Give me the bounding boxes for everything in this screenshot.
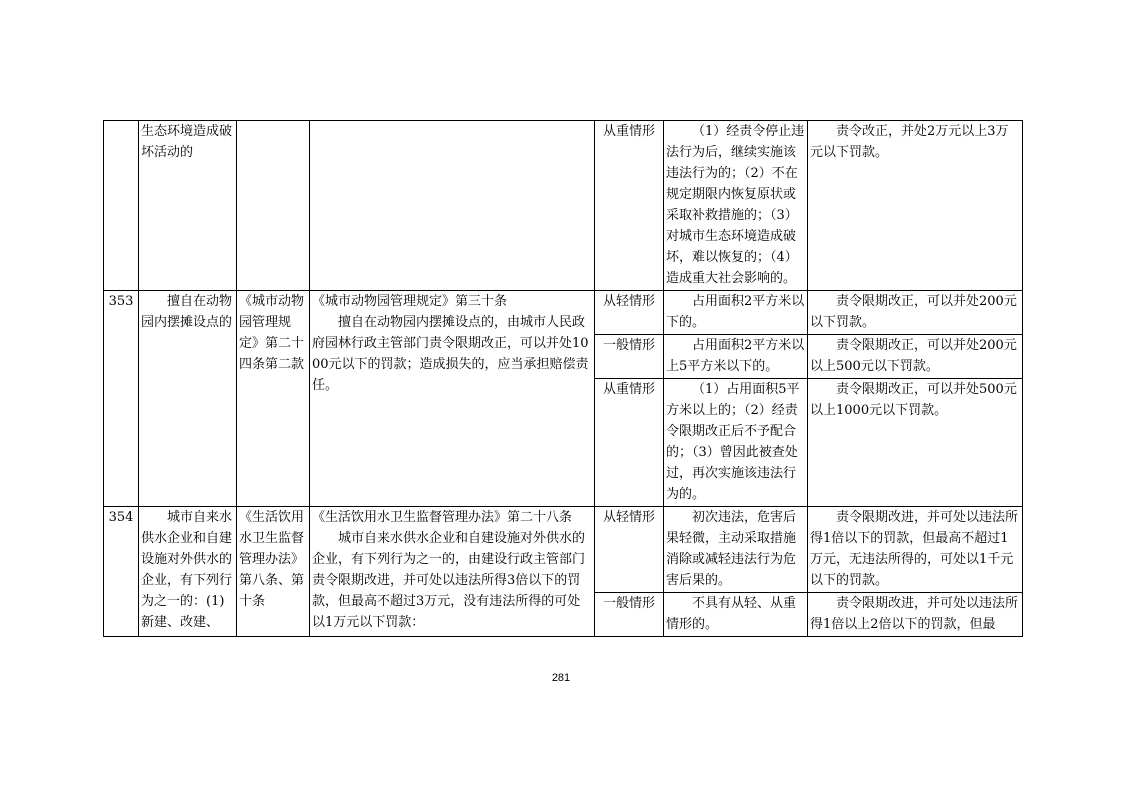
discretion-level: 从轻情形: [595, 507, 664, 593]
discretion-level: 一般情形: [595, 593, 664, 637]
row-number: [104, 121, 139, 291]
table-row: [104, 291, 1023, 335]
discretion-level: 从重情形: [595, 121, 664, 291]
clause-title: 《生活饮用水卫生监督管理办法》第二十八条: [312, 510, 573, 525]
circumstance: （1）占用面积5平方米以上的；（2）经责令限期改正后不予配合的；（3）曾因此被查处过，再次实施该违法行为的。: [664, 379, 808, 507]
row-number: 354: [104, 507, 139, 637]
penalty-standard: 责令限期改进，并可处以违法所得1倍以上2倍以下的罚款，但最: [808, 593, 1023, 637]
penalty-standard: 责令限期改进，并可处以违法所得1倍以下的罚款，但最高不超过1万元，无违法所得的，可处以1千元以下的罚款。: [808, 507, 1023, 593]
legal-basis: 《生活饮用水卫生监督管理办法》第八条、第十条: [237, 507, 310, 637]
circumstance: 初次违法，危害后果轻微，主动采取措施消除或减轻违法行为危害后果的。: [664, 507, 808, 593]
penalty-clause-cell: [310, 507, 595, 637]
penalty-standard: 责令限期改正，可以并处200元以上500元以下罚款。: [808, 335, 1023, 379]
table-row: [104, 121, 1023, 291]
table-row: [104, 507, 1023, 593]
penalty-standard: 责令改正，并处2万元以上3万元以下罚款。: [808, 121, 1023, 291]
clause-title: 《城市动物园管理规定》第三十条: [312, 294, 508, 309]
penalty-standard: 责令限期改正，可以并处200元以下罚款。: [808, 291, 1023, 335]
circumstance: 占用面积2平方米以下的。: [664, 291, 808, 335]
legal-basis: [237, 121, 310, 291]
penalty-standard: 责令限期改正，可以并处500元以上1000元以下罚款。: [808, 379, 1023, 507]
penalty-standards-table: [103, 120, 1023, 637]
discretion-level: 从重情形: [595, 379, 664, 507]
legal-basis: 《城市动物园管理规定》第二十四条第二款: [237, 291, 310, 507]
violation-item: 擅自在动物园内摆摊设点的: [139, 291, 237, 507]
row-number: 353: [104, 291, 139, 507]
circumstance: 占用面积2平方米以上5平方米以下的。: [664, 335, 808, 379]
penalty-clause: [310, 121, 595, 291]
clause-text: 城市自来水供水企业和自建设施对外供水的企业，有下列行为之一的，由建设行政主管部门责令限期改进，并可处以违法所得3倍以下的罚款，但最高不超过3万元，没有违法所得的可处以1万元以下罚款：: [312, 531, 586, 630]
violation-item: 生态环境造成破坏活动的: [139, 121, 237, 291]
clause-text: 擅自在动物园内摆摊设点的，由城市人民政府园林行政主管部门责令限期改正，可以并处1000元以下的罚款；造成损失的，应当承担赔偿责任。: [312, 315, 589, 393]
penalty-clause-cell: [310, 291, 595, 507]
discretion-level: 一般情形: [595, 335, 664, 379]
circumstance: 不具有从轻、从重情形的。: [664, 593, 808, 637]
discretion-level: 从轻情形: [595, 291, 664, 335]
violation-item: 城市自来水供水企业和自建设施对外供水的企业，有下列行为之一的：(1)新建、改建、: [139, 507, 237, 637]
page-number: 281: [551, 672, 571, 684]
circumstance: （1）经责令停止违法行为后，继续实施该违法行为的；（2）不在规定期限内恢复原状或采取补救措施的；（3）对城市生态环境造成破坏，难以恢复的；（4）造成重大社会影响的。: [664, 121, 808, 291]
